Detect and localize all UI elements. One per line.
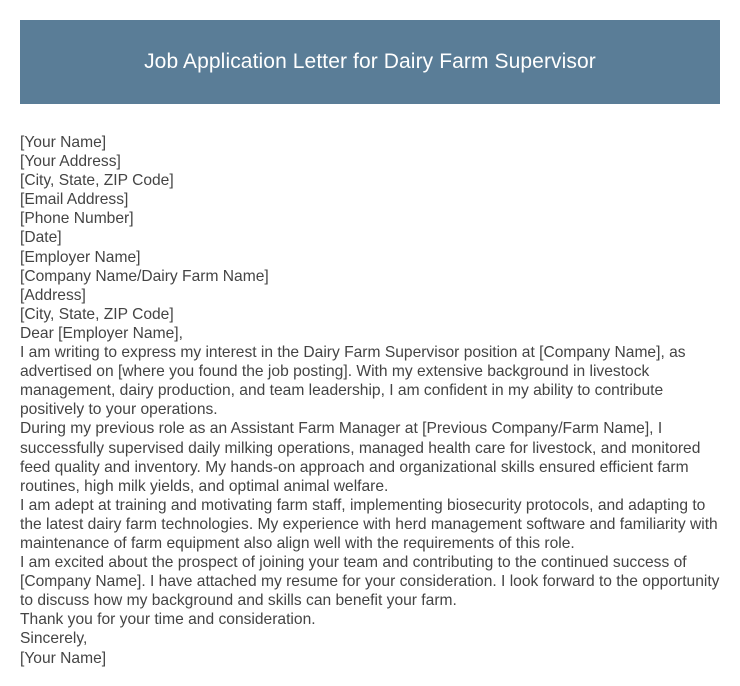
recipient-employer-name: [Employer Name] [20,248,141,266]
sender-email: [Email Address] [20,191,129,209]
closing-thanks: Thank you for your time and consideration. [20,611,316,629]
salutation: Dear [Employer Name], [20,324,183,342]
sender-name: [Your Name] [20,134,107,151]
page-title: Job Application Letter for Dairy Farm Supervisor [144,50,596,73]
header-banner [20,20,720,104]
recipient-address: [Address] [20,286,86,304]
paragraph-interest: I am writing to express my interest in the Dairy Farm Supervisor position at [Company Name], as advertised on [where you found the job posting]. With my extensive background in livestock management, dairy production, and team leadership, I am confident in my ability to contribute positively to your operations. [20,344,686,419]
sender-phone: [Phone Number] [20,210,134,228]
sender-city-state-zip: [City, State, ZIP Code] [20,172,174,190]
recipient-city-state-zip: [City, State, ZIP Code] [20,305,174,323]
recipient-company-name: [Company Name/Dairy Farm Name] [20,267,269,285]
letter-body [20,133,722,668]
letter-date: [Date] [20,229,62,247]
signature: [Your Name] [20,649,107,667]
sign-off: Sincerely, [20,630,88,648]
sender-address: [Your Address] [20,153,121,171]
paragraph-skills: I am adept at training and motivating farm staff, implementing biosecurity protocols, and adapting to the latest dairy farm technologies. My experience with herd management software and familiarity with maintenance of farm equipment also align well with the requirements of this role. [20,496,718,552]
paragraph-experience: During my previous role as an Assistant Farm Manager at [Previous Company/Farm Name], I successfully supervised daily milking operations, managed health care for livestock, and monitored feed quality and inventory. My hands-on approach and organizational skills ensured efficient farm routines, high milk yields, and optimal animal welfare. [20,420,701,495]
paragraph-closing: I am excited about the prospect of joining your team and contributing to the continued success of [Company Name]. I have attached my resume for your consideration. I look forward to the opportunity to discuss how my background and skills can benefit your farm. [20,554,720,610]
